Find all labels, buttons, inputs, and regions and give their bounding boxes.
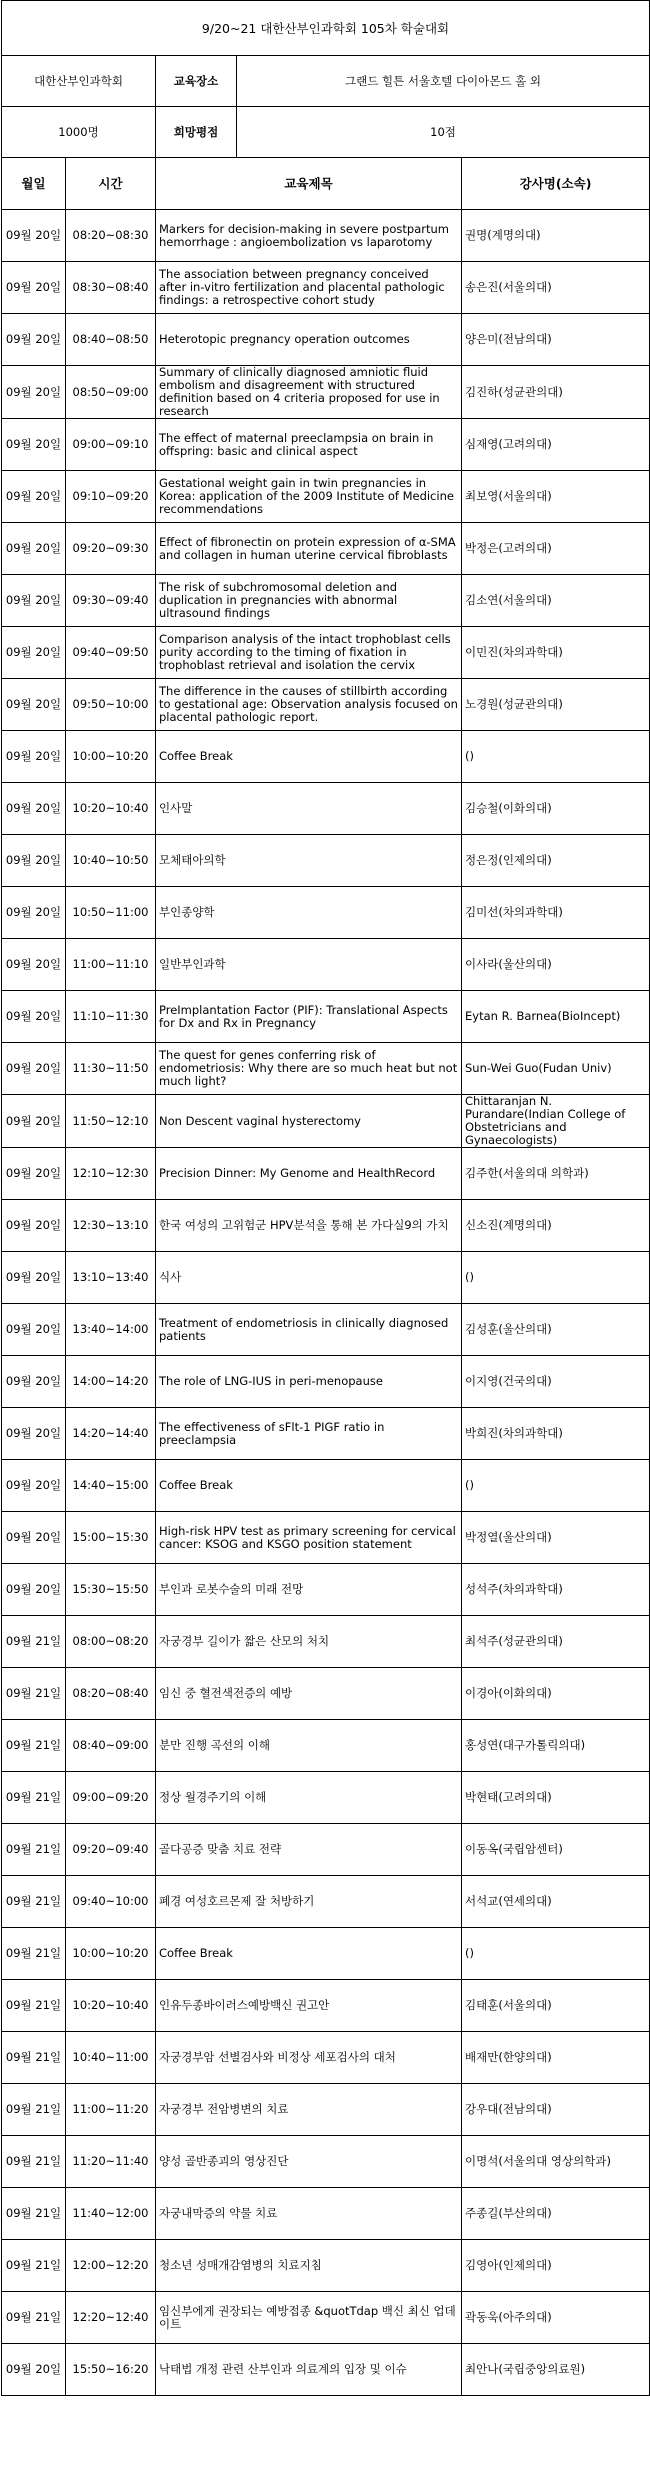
cell-topic: 골다공증 맞춤 치료 전략: [156, 1824, 462, 1876]
cell-speaker: 박현태(고려의대): [462, 1772, 650, 1824]
cell-speaker: 주종길(부산의대): [462, 2188, 650, 2240]
cell-speaker: 김영아(인제의대): [462, 2240, 650, 2292]
table-row: [2, 1668, 650, 1720]
column-header-row: [2, 158, 650, 210]
cell-date: 09월 20일: [2, 835, 66, 887]
table-row: [2, 2136, 650, 2188]
cell-date: 09월 20일: [2, 991, 66, 1043]
cell-speaker: 김주한(서울의대 의학과): [462, 1148, 650, 1200]
cell-date: 09월 21일: [2, 1772, 66, 1824]
cell-time: 14:20~14:40: [66, 1408, 156, 1460]
cell-time: 11:30~11:50: [66, 1043, 156, 1095]
table-row: [2, 991, 650, 1043]
table-row: [2, 2084, 650, 2136]
table-row: [2, 419, 650, 471]
col-time: 시간: [66, 158, 156, 210]
cell-topic: Non Descent vaginal hysterectomy: [156, 1095, 462, 1148]
cell-speaker: 이지영(건국의대): [462, 1356, 650, 1408]
table-row: [2, 1772, 650, 1824]
table-row: [2, 731, 650, 783]
cell-topic: 낙태법 개정 관련 산부인과 의료계의 입장 및 이슈: [156, 2344, 462, 2396]
cell-speaker: 최석주(성균관의대): [462, 1616, 650, 1668]
cell-speaker: 최보영(서울의대): [462, 471, 650, 523]
cell-speaker: 노경원(성균관의대): [462, 679, 650, 731]
cell-date: 09월 21일: [2, 2292, 66, 2344]
cell-speaker: 김승철(이화의대): [462, 783, 650, 835]
table-row: [2, 471, 650, 523]
cell-speaker: 이사라(울산의대): [462, 939, 650, 991]
organizer: 대한산부인과학회: [2, 56, 156, 107]
cell-time: 09:00~09:20: [66, 1772, 156, 1824]
cell-topic: The role of LNG-IUS in peri-menopause: [156, 1356, 462, 1408]
table-row: [2, 2188, 650, 2240]
cell-date: 09월 20일: [2, 1148, 66, 1200]
cell-time: 09:40~09:50: [66, 627, 156, 679]
cell-speaker: 신소진(계명의대): [462, 1200, 650, 1252]
title-row: [2, 1, 650, 56]
table-row: [2, 2292, 650, 2344]
cell-date: 09월 20일: [2, 679, 66, 731]
cell-topic: The difference in the causes of stillbirth according to gestational age: Observation analysis focused on placental pathologic report.: [156, 679, 462, 731]
cell-date: 09월 21일: [2, 1980, 66, 2032]
cell-speaker: 권명(계명의대): [462, 210, 650, 262]
cell-date: 09월 20일: [2, 939, 66, 991]
cell-date: 09월 20일: [2, 1304, 66, 1356]
cell-topic: Comparison analysis of the intact trophoblast cells purity according to the timing of fixation in trophoblast retrieval and isolation the cervix: [156, 627, 462, 679]
cell-time: 08:00~08:20: [66, 1616, 156, 1668]
cell-time: 11:40~12:00: [66, 2188, 156, 2240]
cell-topic: 임신 중 혈전색전증의 예방: [156, 1668, 462, 1720]
cell-date: 09월 20일: [2, 1200, 66, 1252]
venue-row: [2, 56, 650, 107]
cell-time: 08:30~08:40: [66, 262, 156, 314]
cell-date: 09월 21일: [2, 1824, 66, 1876]
capacity: 1000명: [2, 107, 156, 158]
cell-date: 09월 20일: [2, 1460, 66, 1512]
cell-time: 12:10~12:30: [66, 1148, 156, 1200]
cell-topic: 인유두종바이러스예방백신 권고안: [156, 1980, 462, 2032]
cell-time: 13:10~13:40: [66, 1252, 156, 1304]
cell-time: 09:20~09:30: [66, 523, 156, 575]
cell-date: 09월 21일: [2, 1928, 66, 1980]
cell-speaker: 이명석(서울의대 영상의학과): [462, 2136, 650, 2188]
cell-topic: The risk of subchromosomal deletion and duplication in pregnancies with abnormal ultrasound findings: [156, 575, 462, 627]
cell-topic: 분만 진행 곡선의 이해: [156, 1720, 462, 1772]
cell-speaker: Sun-Wei Guo(Fudan Univ): [462, 1043, 650, 1095]
cell-time: 10:20~10:40: [66, 1980, 156, 2032]
cell-speaker: 이민진(차의과학대): [462, 627, 650, 679]
points: 10점: [430, 124, 456, 139]
cell-speaker: Chittaranjan N. Purandare(Indian College of Obstetricians and Gynaecologists): [462, 1095, 650, 1148]
cell-time: 10:50~11:00: [66, 887, 156, 939]
cell-time: 12:30~13:10: [66, 1200, 156, 1252]
cell-time: 10:00~10:20: [66, 1928, 156, 1980]
table-row: [2, 2032, 650, 2084]
cell-topic: 정상 월경주기의 이해: [156, 1772, 462, 1824]
cell-speaker: 곽동욱(아주의대): [462, 2292, 650, 2344]
cell-speaker: (): [462, 1460, 650, 1512]
table-row: [2, 1824, 650, 1876]
table-row: [2, 366, 650, 419]
cell-time: 14:40~15:00: [66, 1460, 156, 1512]
table-row: [2, 1408, 650, 1460]
cell-date: 09월 21일: [2, 2084, 66, 2136]
cell-time: 15:30~15:50: [66, 1564, 156, 1616]
table-row: [2, 939, 650, 991]
cell-topic: 자궁경부암 선별검사와 비정상 세포검사의 대처: [156, 2032, 462, 2084]
cell-topic: Treatment of endometriosis in clinically diagnosed patients: [156, 1304, 462, 1356]
table-row: [2, 1564, 650, 1616]
cell-time: 08:20~08:40: [66, 1668, 156, 1720]
points-label: 희망평점: [156, 107, 237, 157]
cell-speaker: 심재영(고려의대): [462, 419, 650, 471]
cell-time: 10:40~10:50: [66, 835, 156, 887]
cell-topic: Coffee Break: [156, 1928, 462, 1980]
cell-time: 10:00~10:20: [66, 731, 156, 783]
cell-date: 09월 20일: [2, 1512, 66, 1564]
col-date: 월일: [2, 158, 66, 210]
cell-topic: The effectiveness of sFlt-1 PIGF ratio in preeclampsia: [156, 1408, 462, 1460]
col-topic: 교육제목: [156, 158, 462, 210]
cell-time: 14:00~14:20: [66, 1356, 156, 1408]
cell-time: 12:20~12:40: [66, 2292, 156, 2344]
cell-time: 13:40~14:00: [66, 1304, 156, 1356]
cell-date: 09월 21일: [2, 1876, 66, 1928]
table-row: [2, 783, 650, 835]
cell-date: 09월 21일: [2, 1616, 66, 1668]
cell-time: 09:10~09:20: [66, 471, 156, 523]
cell-topic: 임신부에게 권장되는 예방접종 &quotTdap 백신 최신 업데이트: [156, 2292, 462, 2344]
cell-date: 09월 20일: [2, 419, 66, 471]
cell-speaker: 서석교(연세의대): [462, 1876, 650, 1928]
cell-date: 09월 20일: [2, 1564, 66, 1616]
cell-speaker: 이경아(이화의대): [462, 1668, 650, 1720]
cell-topic: The effect of maternal preeclampsia on brain in offspring: basic and clinical aspect: [156, 419, 462, 471]
cell-topic: Coffee Break: [156, 731, 462, 783]
cell-topic: 한국 여성의 고위험군 HPV분석을 통해 본 가다실9의 가치: [156, 1200, 462, 1252]
cell-topic: 부인종양학: [156, 887, 462, 939]
cell-topic: 폐경 여성호르몬제 잘 처방하기: [156, 1876, 462, 1928]
cell-speaker: 박희진(차의과학대): [462, 1408, 650, 1460]
table-row: [2, 1720, 650, 1772]
cell-date: 09월 20일: [2, 1043, 66, 1095]
table-row: [2, 835, 650, 887]
cell-speaker: 최안나(국립중앙의료원): [462, 2344, 650, 2396]
cell-date: 09월 20일: [2, 783, 66, 835]
cell-time: 09:40~10:00: [66, 1876, 156, 1928]
table-row: [2, 1304, 650, 1356]
cell-date: 09월 20일: [2, 1356, 66, 1408]
cell-date: 09월 20일: [2, 887, 66, 939]
table-row: [2, 627, 650, 679]
cell-time: 15:00~15:30: [66, 1512, 156, 1564]
cell-topic: Gestational weight gain in twin pregnancies in Korea: application of the 2009 Institute of Medicine recommendations: [156, 471, 462, 523]
table-row: [2, 887, 650, 939]
cell-speaker: 박정은(고려의대): [462, 523, 650, 575]
cell-topic: Coffee Break: [156, 1460, 462, 1512]
cell-speaker: 김소연(서울의대): [462, 575, 650, 627]
table-row: [2, 575, 650, 627]
cell-time: 08:40~09:00: [66, 1720, 156, 1772]
cell-speaker: Eytan R. Barnea(BioIncept): [462, 991, 650, 1043]
cell-topic: The quest for genes conferring risk of endometriosis: Why there are so much heat but not much light?: [156, 1043, 462, 1095]
cell-topic: Markers for decision-making in severe postpartum hemorrhage : angioembolization vs laparotomy: [156, 210, 462, 262]
cell-time: 10:20~10:40: [66, 783, 156, 835]
table-row: [2, 1148, 650, 1200]
cell-date: 09월 20일: [2, 314, 66, 366]
cell-topic: Heterotopic pregnancy operation outcomes: [156, 314, 462, 366]
cell-date: 09월 20일: [2, 1095, 66, 1148]
cell-date: 09월 20일: [2, 210, 66, 262]
cell-time: 11:10~11:30: [66, 991, 156, 1043]
table-row: [2, 1876, 650, 1928]
col-speaker: 강사명(소속): [462, 158, 650, 210]
cell-date: 09월 20일: [2, 471, 66, 523]
cell-time: 11:00~11:10: [66, 939, 156, 991]
cell-date: 09월 20일: [2, 1408, 66, 1460]
cell-time: 09:30~09:40: [66, 575, 156, 627]
cell-speaker: 김미선(차의과학대): [462, 887, 650, 939]
cell-time: 08:40~08:50: [66, 314, 156, 366]
cell-topic: High-risk HPV test as primary screening for cervical cancer: KSOG and KSGO position statement: [156, 1512, 462, 1564]
cell-date: 09월 21일: [2, 2136, 66, 2188]
cell-time: 11:20~11:40: [66, 2136, 156, 2188]
cell-date: 09월 21일: [2, 1668, 66, 1720]
table-row: [2, 1460, 650, 1512]
cell-date: 09월 21일: [2, 2188, 66, 2240]
cell-time: 11:00~11:20: [66, 2084, 156, 2136]
cell-date: 09월 20일: [2, 731, 66, 783]
cell-time: 11:50~12:10: [66, 1095, 156, 1148]
cell-speaker: 이동옥(국립암센터): [462, 1824, 650, 1876]
table-row: [2, 523, 650, 575]
table-row: [2, 210, 650, 262]
cell-topic: 자궁경부 전암병변의 치료: [156, 2084, 462, 2136]
cell-time: 08:50~09:00: [66, 366, 156, 419]
cell-date: 09월 21일: [2, 2240, 66, 2292]
cell-speaker: 김진하(성균관의대): [462, 366, 650, 419]
capacity-row: [2, 107, 650, 158]
table-row: [2, 1512, 650, 1564]
cell-time: 09:20~09:40: [66, 1824, 156, 1876]
cell-topic: 일반부인과학: [156, 939, 462, 991]
cell-topic: 식사: [156, 1252, 462, 1304]
cell-date: 09월 20일: [2, 2344, 66, 2396]
cell-speaker: (): [462, 1252, 650, 1304]
table-row: [2, 1980, 650, 2032]
table-row: [2, 1200, 650, 1252]
cell-speaker: 정은정(인제의대): [462, 835, 650, 887]
cell-speaker: 양은미(전남의대): [462, 314, 650, 366]
cell-time: 08:20~08:30: [66, 210, 156, 262]
table-row: [2, 1043, 650, 1095]
cell-speaker: 홍성연(대구가톨릭의대): [462, 1720, 650, 1772]
table-row: [2, 2240, 650, 2292]
table-row: [2, 1252, 650, 1304]
cell-date: 09월 20일: [2, 523, 66, 575]
cell-speaker: 성석주(차의과학대): [462, 1564, 650, 1616]
cell-speaker: 배재만(한양의대): [462, 2032, 650, 2084]
cell-date: 09월 21일: [2, 2032, 66, 2084]
cell-date: 09월 20일: [2, 366, 66, 419]
venue: 그랜드 힐튼 서울호텔 다이아몬드 홀 외: [345, 73, 542, 88]
cell-date: 09월 20일: [2, 627, 66, 679]
cell-time: 12:00~12:20: [66, 2240, 156, 2292]
table-row: [2, 679, 650, 731]
cell-date: 09월 20일: [2, 262, 66, 314]
cell-topic: 모체태아의학: [156, 835, 462, 887]
table-row: [2, 1095, 650, 1148]
cell-speaker: 김태훈(서울의대): [462, 1980, 650, 2032]
cell-speaker: 김성훈(울산의대): [462, 1304, 650, 1356]
cell-topic: 양성 골반종괴의 영상진단: [156, 2136, 462, 2188]
cell-topic: Precision Dinner: My Genome and HealthRecord: [156, 1148, 462, 1200]
cell-time: 15:50~16:20: [66, 2344, 156, 2396]
cell-topic: 자궁내막증의 약물 치료: [156, 2188, 462, 2240]
cell-topic: The association between pregnancy conceived after in-vitro fertilization and placental pathologic findings: a retrospective cohort study: [156, 262, 462, 314]
cell-date: 09월 21일: [2, 1720, 66, 1772]
table-row: [2, 1928, 650, 1980]
cell-topic: 부인과 로봇수술의 미래 전망: [156, 1564, 462, 1616]
cell-topic: 인사말: [156, 783, 462, 835]
schedule-table: [1, 0, 650, 2396]
cell-topic: PreImplantation Factor (PIF): Translational Aspects for Dx and Rx in Pregnancy: [156, 991, 462, 1043]
cell-topic: Summary of clinically diagnosed amniotic fluid embolism and disagreement with structured definition based on 4 criteria proposed for use in research: [156, 366, 462, 419]
venue-label: 교육장소: [156, 56, 237, 106]
table-row: [2, 314, 650, 366]
table-row: [2, 2344, 650, 2396]
table-row: [2, 1356, 650, 1408]
cell-date: 09월 20일: [2, 575, 66, 627]
cell-speaker: 송은진(서울의대): [462, 262, 650, 314]
cell-time: 10:40~11:00: [66, 2032, 156, 2084]
cell-speaker: (): [462, 731, 650, 783]
cell-date: 09월 20일: [2, 1252, 66, 1304]
cell-topic: Effect of fibronectin on protein expression of α-SMA and collagen in human uterine cervical fibroblasts: [156, 523, 462, 575]
cell-speaker: 박정열(울산의대): [462, 1512, 650, 1564]
table-row: [2, 262, 650, 314]
cell-speaker: (): [462, 1928, 650, 1980]
cell-topic: 자궁경부 길이가 짧은 산모의 처치: [156, 1616, 462, 1668]
cell-speaker: 강우대(전남의대): [462, 2084, 650, 2136]
event-title: 9/20~21 대한산부인과학회 105차 학술대회: [2, 1, 650, 56]
cell-time: 09:00~09:10: [66, 419, 156, 471]
table-row: [2, 1616, 650, 1668]
cell-time: 09:50~10:00: [66, 679, 156, 731]
cell-topic: 청소년 성매개감염병의 치료지침: [156, 2240, 462, 2292]
